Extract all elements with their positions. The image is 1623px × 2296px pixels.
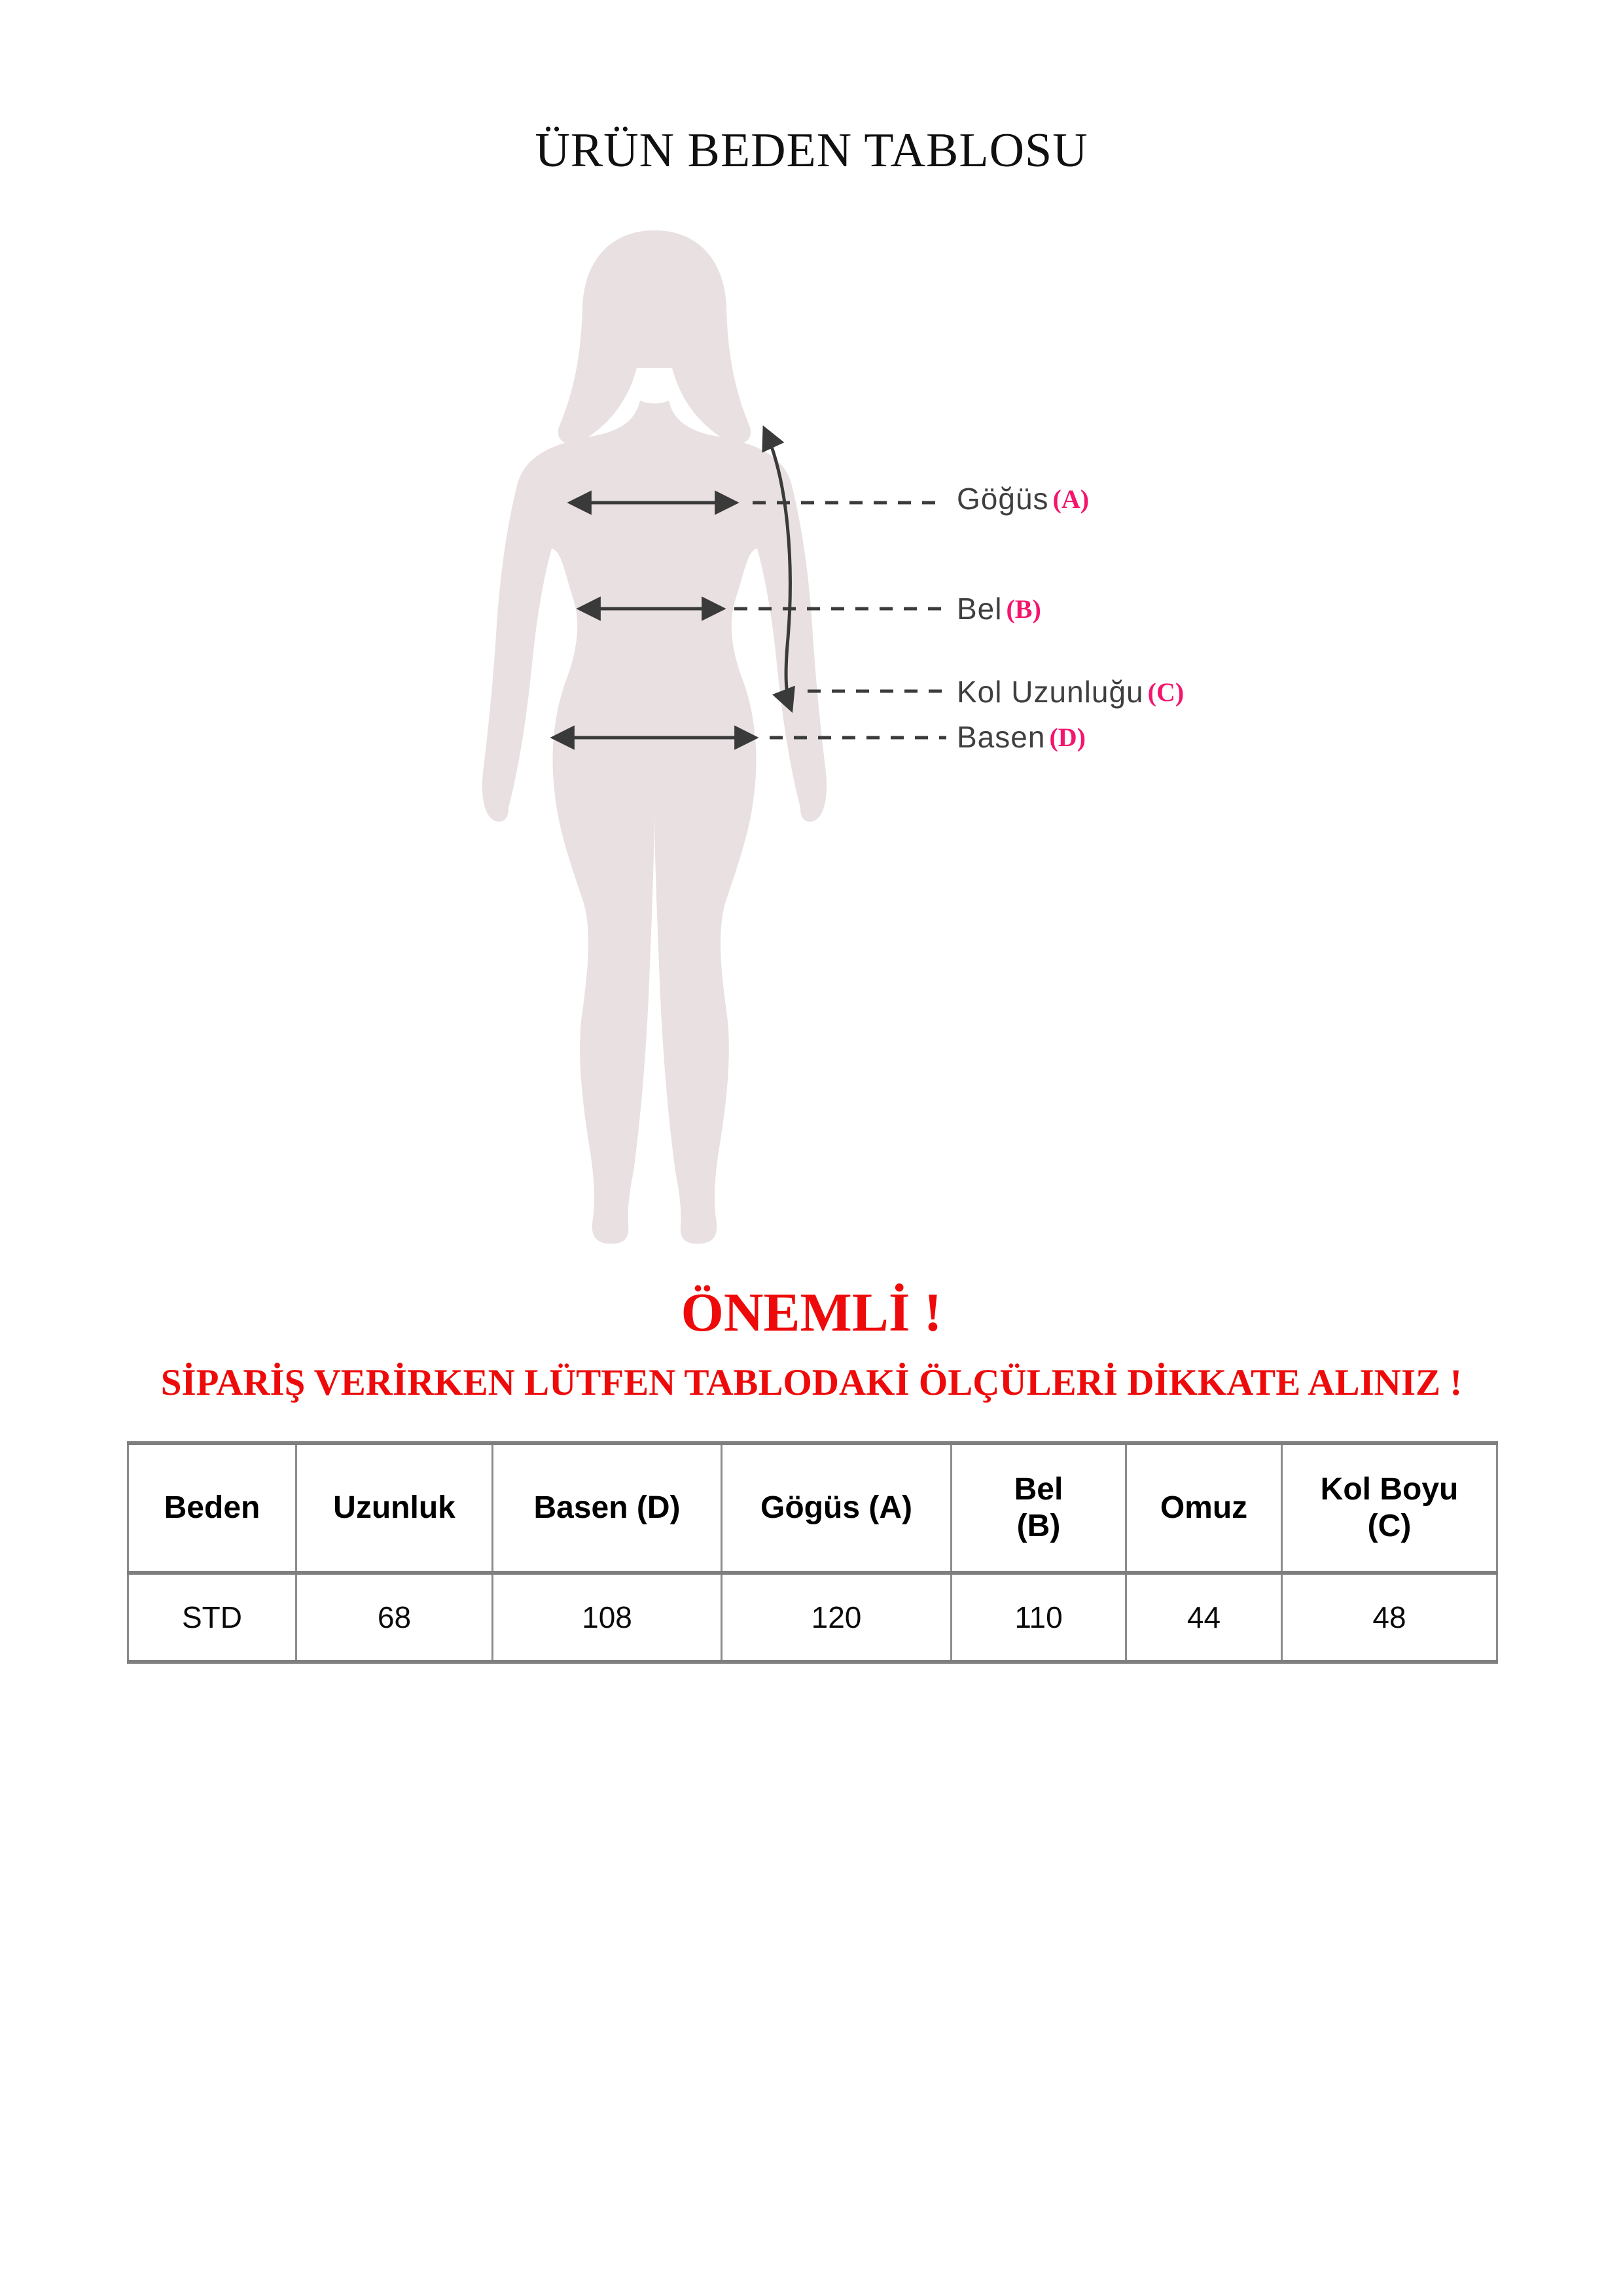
female-silhouette bbox=[482, 401, 827, 1244]
measurement-code: (C) bbox=[1147, 677, 1185, 707]
measurement-label-gogus bbox=[957, 480, 1089, 517]
measurement-label-kol-uzunlugu bbox=[957, 673, 1184, 710]
cell-gogus: 120 bbox=[722, 1573, 952, 1662]
header-gogus: Gögüs (A) bbox=[722, 1443, 952, 1573]
important-heading: ÖNEMLİ ! bbox=[681, 1282, 942, 1343]
header-omuz: Omuz bbox=[1126, 1443, 1282, 1573]
cell-uzunluk: 68 bbox=[296, 1573, 493, 1662]
header-basen: Basen (D) bbox=[493, 1443, 722, 1573]
measurement-name: Basen bbox=[957, 720, 1046, 754]
measurement-label-bel bbox=[957, 590, 1041, 627]
measurement-name: Bel bbox=[957, 592, 1003, 626]
size-table bbox=[127, 1441, 1498, 1664]
cell-kol-boyu: 48 bbox=[1282, 1573, 1497, 1662]
size-table-data-row bbox=[128, 1573, 1497, 1662]
header-bel: Bel (B) bbox=[952, 1443, 1126, 1573]
body-measurement-diagram bbox=[393, 216, 982, 1276]
header-kol-boyu: Kol Boyu (C) bbox=[1282, 1443, 1497, 1573]
page-title: ÜRÜN BEDEN TABLOSU bbox=[535, 124, 1088, 177]
measurement-code: (D) bbox=[1049, 722, 1086, 752]
size-table-header-row bbox=[128, 1443, 1497, 1573]
cell-beden: STD bbox=[128, 1573, 296, 1662]
header-uzunluk: Uzunluk bbox=[296, 1443, 493, 1573]
header-beden: Beden bbox=[128, 1443, 296, 1573]
cell-basen: 108 bbox=[493, 1573, 722, 1662]
measurement-code: (A) bbox=[1052, 484, 1090, 514]
cell-omuz: 44 bbox=[1126, 1573, 1282, 1662]
measurement-label-basen bbox=[957, 719, 1086, 755]
measurement-code: (B) bbox=[1006, 594, 1041, 624]
warning-text: SİPARİŞ VERİRKEN LÜTFEN TABLODAKİ ÖLÇÜLERİ DİKKATE ALINIZ ! bbox=[160, 1362, 1463, 1403]
measurement-name: Göğüs bbox=[957, 482, 1049, 516]
measurement-name: Kol Uzunluğu bbox=[957, 675, 1144, 709]
cell-bel: 110 bbox=[952, 1573, 1126, 1662]
